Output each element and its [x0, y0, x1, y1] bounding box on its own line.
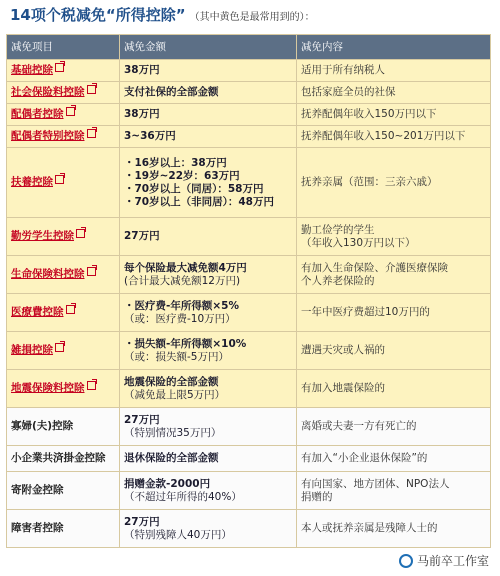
- watermark: [396, 551, 492, 570]
- deduction-amount-line: 捐赠金款-2000円: [124, 477, 211, 490]
- deduction-name-cell[interactable]: [7, 60, 120, 82]
- table-row: [7, 510, 491, 548]
- deduction-content-cell: [297, 472, 491, 510]
- deduction-amount-line: (合计最大减免额12万円): [124, 274, 241, 287]
- table-row: [7, 82, 491, 104]
- deduction-amount-line: 27万円: [124, 413, 160, 426]
- deduction-amount-line: （特别情况35万円）: [124, 426, 222, 439]
- table-row: [7, 408, 491, 446]
- deduction-content-line: 离婚或夫妻一方有死亡的: [301, 420, 417, 432]
- table-row: [7, 472, 491, 510]
- deduction-name[interactable]: 地震保険料控除: [11, 382, 85, 394]
- deduction-amount-cell: [120, 446, 297, 472]
- deduction-amount-line: 3~36万円: [124, 130, 176, 142]
- deduction-amount-cell: [120, 126, 297, 148]
- external-link-icon[interactable]: [66, 107, 75, 116]
- table-row: [7, 218, 491, 256]
- deduction-content-line: （年收入130万円以下）: [301, 236, 416, 249]
- deduction-amount-cell: [120, 82, 297, 104]
- deduction-amount-line: ・医疗费-年所得额×5%: [124, 299, 239, 312]
- deduction-name[interactable]: 配偶者控除: [11, 108, 64, 120]
- deduction-amount-cell: [120, 218, 297, 256]
- deduction-name[interactable]: 勤労学生控除: [11, 230, 74, 242]
- deduction-amount-cell: [120, 148, 297, 218]
- deduction-amount-line: 38万円: [124, 64, 160, 76]
- external-link-icon[interactable]: [87, 129, 96, 138]
- deduction-content-line: 捐赠的: [301, 490, 333, 503]
- deduction-content-line: 本人或抚养亲属是残障人士的: [301, 522, 438, 534]
- deduction-content-line: 勤工俭学的学生: [301, 223, 375, 236]
- deduction-name-cell[interactable]: [7, 294, 120, 332]
- table-row: [7, 332, 491, 370]
- table-row: [7, 148, 491, 218]
- deduction-name-cell[interactable]: [7, 104, 120, 126]
- page-heading: [10, 4, 315, 34]
- deduction-amount-cell: [120, 104, 297, 126]
- deduction-name: 寄附金控除: [11, 484, 64, 496]
- deduction-name[interactable]: 基础控除: [11, 64, 53, 76]
- table-row: [7, 446, 491, 472]
- deduction-name: 小企業共済掛金控除: [11, 452, 106, 464]
- column-header-content: 减免内容: [297, 35, 491, 60]
- external-link-icon[interactable]: [87, 381, 96, 390]
- deduction-name[interactable]: 配偶者特别控除: [11, 130, 85, 142]
- deduction-name-cell: [7, 510, 120, 548]
- deduction-content-cell: [297, 148, 491, 218]
- deduction-amount-line: 支付社保的全部金额: [124, 86, 219, 98]
- page-title: 14项个税减免“所得控除”: [10, 6, 186, 24]
- deduction-amount-line: （特别残障人40万円）: [124, 528, 232, 541]
- external-link-icon[interactable]: [87, 267, 96, 276]
- deduction-name[interactable]: 雑損控除: [11, 344, 53, 356]
- external-link-icon[interactable]: [87, 85, 96, 94]
- deduction-content-line: 一年中医疗费超过10万円的: [301, 306, 430, 318]
- deduction-content-line: 抚养配偶年收入150万円以下: [301, 108, 437, 120]
- deduction-content-line: 适用于所有纳税人: [301, 64, 385, 76]
- external-link-icon[interactable]: [55, 343, 64, 352]
- deduction-name[interactable]: 扶養控除: [11, 176, 53, 188]
- deduction-amount-cell: [120, 472, 297, 510]
- deduction-table: [6, 34, 491, 548]
- deduction-name-cell[interactable]: [7, 218, 120, 256]
- deduction-content-line: 有加入地震保险的: [301, 382, 385, 394]
- deduction-amount-line: （或：损失额-5万円）: [124, 350, 229, 363]
- deduction-content-cell: [297, 104, 491, 126]
- deduction-content-line: 有向国家、地方团体、NPO法人: [301, 477, 450, 490]
- deduction-amount-line: ・19岁~22岁：63万円: [124, 169, 240, 182]
- deduction-name-cell[interactable]: [7, 82, 120, 104]
- deduction-amount-cell: [120, 332, 297, 370]
- deduction-amount-line: 27万円: [124, 515, 160, 528]
- deduction-name-cell: [7, 408, 120, 446]
- deduction-amount-line: 每个保险最大减免额4万円: [124, 261, 247, 274]
- title-note: （其中黄色是最常用到的）：: [189, 12, 315, 23]
- deduction-amount-line: （或：医疗费-10万円）: [124, 312, 236, 325]
- column-header-amount: 减免金额: [120, 35, 297, 60]
- deduction-amount-line: 地震保险的全部金额: [124, 375, 219, 388]
- deduction-content-cell: [297, 332, 491, 370]
- table-row: [7, 370, 491, 408]
- deduction-content-cell: [297, 218, 491, 256]
- deduction-name[interactable]: 社会保险料控除: [11, 86, 85, 98]
- deduction-name-cell: [7, 472, 120, 510]
- deduction-amount-line: （不超过年所得的40%）: [124, 490, 242, 503]
- external-link-icon[interactable]: [55, 175, 64, 184]
- table-header-row: [7, 35, 491, 60]
- deduction-content-cell: [297, 408, 491, 446]
- deduction-amount-line: 38万円: [124, 108, 160, 120]
- deduction-amount-line: 27万円: [124, 230, 160, 242]
- deduction-amount-line: ・70岁以上（非同居）：48万円: [124, 195, 274, 208]
- deduction-name[interactable]: 医療費控除: [11, 306, 64, 318]
- table-row: [7, 60, 491, 82]
- deduction-content-line: 抚养亲属（范围：三亲六戚）: [301, 176, 438, 188]
- deduction-name-cell[interactable]: [7, 126, 120, 148]
- deduction-name: 寡婦(夫)控除: [11, 420, 74, 432]
- table-row: [7, 126, 491, 148]
- column-header-item: 减免项目: [7, 35, 120, 60]
- deduction-content-line: 有加入生命保险、介護医療保険: [301, 261, 448, 274]
- deduction-amount-line: ・70岁以上（同居）：58万円: [124, 182, 264, 195]
- external-link-icon[interactable]: [66, 305, 75, 314]
- deduction-amount-cell: [120, 408, 297, 446]
- deduction-content-line: 遭遇天灾或人祸的: [301, 344, 385, 356]
- deduction-content-cell: [297, 446, 491, 472]
- deduction-content-cell: [297, 82, 491, 104]
- deduction-content-line: 个人养老保险的: [301, 274, 375, 287]
- deduction-content-line: 有加入“小企业退休保险”的: [301, 452, 428, 464]
- table-row: [7, 256, 491, 294]
- deduction-amount-line: （减免最上限5万円）: [124, 388, 226, 401]
- deduction-content-cell: [297, 60, 491, 82]
- deduction-content-cell: [297, 294, 491, 332]
- deduction-name[interactable]: 生命保険料控除: [11, 268, 85, 280]
- deduction-amount-line: 退休保险的全部金额: [124, 452, 219, 464]
- deduction-content-line: 包括家庭全员的社保: [301, 86, 396, 98]
- watermark-logo-icon: [399, 554, 413, 568]
- deduction-name-cell: [7, 446, 120, 472]
- table-row: [7, 104, 491, 126]
- watermark-text: 马前卒工作室: [416, 554, 489, 568]
- deduction-amount-cell: [120, 370, 297, 408]
- table-row: [7, 294, 491, 332]
- deduction-name: 障害者控除: [11, 522, 64, 534]
- deduction-name-cell[interactable]: [7, 370, 120, 408]
- deduction-amount-cell: [120, 256, 297, 294]
- deduction-amount-line: ・损失额-年所得额×10%: [124, 337, 247, 350]
- deduction-amount-cell: [120, 510, 297, 548]
- deduction-name-cell[interactable]: [7, 332, 120, 370]
- external-link-icon[interactable]: [55, 63, 64, 72]
- deduction-content-line: 抚养配偶年收入150~201万円以下: [301, 130, 466, 142]
- deduction-content-cell: [297, 126, 491, 148]
- deduction-content-cell: [297, 256, 491, 294]
- external-link-icon[interactable]: [76, 229, 85, 238]
- deduction-amount-cell: [120, 60, 297, 82]
- deduction-content-cell: [297, 370, 491, 408]
- deduction-amount-line: ・16岁以上：38万円: [124, 156, 227, 169]
- deduction-name-cell[interactable]: [7, 256, 120, 294]
- deduction-amount-cell: [120, 294, 297, 332]
- deduction-name-cell[interactable]: [7, 148, 120, 218]
- deduction-content-cell: [297, 510, 491, 548]
